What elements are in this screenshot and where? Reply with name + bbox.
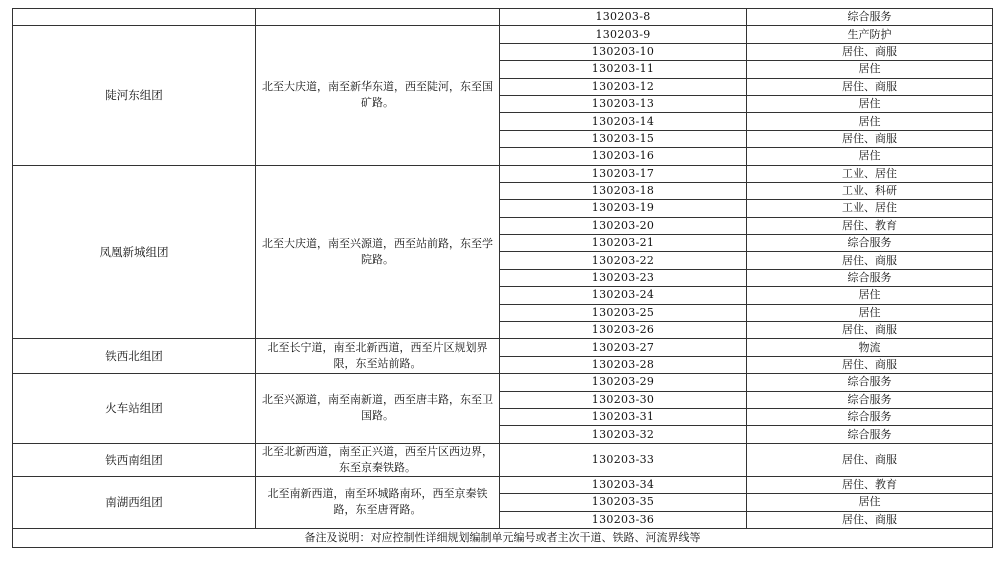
unit-code-cell: 130203-36 (500, 511, 747, 528)
land-use-cell: 居住、商服 (747, 252, 993, 269)
group-name-cell (13, 9, 256, 26)
unit-code-cell: 130203-23 (500, 269, 747, 286)
group-boundary-cell: 北至北新西道，南至正兴道，西至片区西边界，东至京秦铁路。 (256, 443, 500, 476)
land-use-cell: 居住、商服 (747, 78, 993, 95)
table-row (13, 9, 993, 26)
land-use-cell: 居住、商服 (747, 443, 993, 476)
unit-code-cell: 130203-28 (500, 356, 747, 373)
unit-code-cell: 130203-18 (500, 182, 747, 199)
group-name-cell: 南湖西组团 (13, 476, 256, 528)
unit-code-cell: 130203-35 (500, 494, 747, 511)
group-name-cell: 铁西北组团 (13, 339, 256, 374)
unit-code-cell: 130203-11 (500, 61, 747, 78)
table-body (13, 9, 993, 529)
land-use-cell: 居住 (747, 95, 993, 112)
group-boundary-cell: 北至大庆道，南至新华东道，西至陡河，东至国矿路。 (256, 26, 500, 165)
land-use-cell: 综合服务 (747, 235, 993, 252)
land-use-cell: 居住 (747, 61, 993, 78)
unit-code-cell: 130203-33 (500, 443, 747, 476)
unit-code-cell: 130203-24 (500, 287, 747, 304)
group-name-cell: 陡河东组团 (13, 26, 256, 165)
land-use-cell: 居住 (747, 287, 993, 304)
group-boundary-cell: 北至长宁道，南至北新西道，西至片区规划界限，东至站前路。 (256, 339, 500, 374)
land-use-cell: 综合服务 (747, 374, 993, 391)
planning-unit-table (12, 8, 993, 548)
land-use-cell: 综合服务 (747, 426, 993, 443)
land-use-cell: 居住、教育 (747, 217, 993, 234)
table-row (13, 476, 993, 493)
group-boundary-cell (256, 9, 500, 26)
land-use-cell: 综合服务 (747, 9, 993, 26)
unit-code-cell: 130203-32 (500, 426, 747, 443)
land-use-cell: 生产防护 (747, 26, 993, 43)
unit-code-cell: 130203-16 (500, 148, 747, 165)
land-use-cell: 综合服务 (747, 391, 993, 408)
land-use-cell: 居住 (747, 304, 993, 321)
group-name-cell: 铁西南组团 (13, 443, 256, 476)
unit-code-cell: 130203-13 (500, 95, 747, 112)
unit-code-cell: 130203-14 (500, 113, 747, 130)
land-use-cell: 居住、商服 (747, 511, 993, 528)
unit-code-cell: 130203-19 (500, 200, 747, 217)
unit-code-cell: 130203-20 (500, 217, 747, 234)
land-use-cell: 居住、商服 (747, 356, 993, 373)
land-use-cell: 居住、商服 (747, 130, 993, 147)
unit-code-cell: 130203-29 (500, 374, 747, 391)
land-use-cell: 居住、商服 (747, 322, 993, 339)
group-boundary-cell: 北至南新西道，南至环城路南环，西至京秦铁路，东至唐胥路。 (256, 476, 500, 528)
unit-code-cell: 130203-9 (500, 26, 747, 43)
table-row (13, 26, 993, 43)
unit-code-cell: 130203-27 (500, 339, 747, 356)
unit-code-cell: 130203-34 (500, 476, 747, 493)
unit-code-cell: 130203-12 (500, 78, 747, 95)
land-use-cell: 综合服务 (747, 408, 993, 425)
group-name-cell: 凤凰新城组团 (13, 165, 256, 339)
land-use-cell: 居住 (747, 494, 993, 511)
unit-code-cell: 130203-10 (500, 43, 747, 60)
land-use-cell: 居住 (747, 113, 993, 130)
group-boundary-cell: 北至兴源道，南至南新道，西至唐丰路，东至卫国路。 (256, 374, 500, 444)
land-use-cell: 工业、居住 (747, 200, 993, 217)
land-use-cell: 工业、居住 (747, 165, 993, 182)
table-row (13, 443, 993, 476)
unit-code-cell: 130203-8 (500, 9, 747, 26)
land-use-cell: 物流 (747, 339, 993, 356)
table-note: 备注及说明：对应控制性详细规划编制单元编号或者主次干道、铁路、河流界线等 (13, 528, 993, 547)
table-row (13, 339, 993, 356)
group-name-cell: 火车站组团 (13, 374, 256, 444)
unit-code-cell: 130203-22 (500, 252, 747, 269)
unit-code-cell: 130203-30 (500, 391, 747, 408)
land-use-cell: 居住、商服 (747, 43, 993, 60)
land-use-cell: 综合服务 (747, 269, 993, 286)
land-use-cell: 工业、科研 (747, 182, 993, 199)
unit-code-cell: 130203-21 (500, 235, 747, 252)
unit-code-cell: 130203-31 (500, 408, 747, 425)
land-use-cell: 居住 (747, 148, 993, 165)
table-row (13, 165, 993, 182)
table-row (13, 374, 993, 391)
unit-code-cell: 130203-26 (500, 322, 747, 339)
note-row (13, 528, 993, 547)
group-boundary-cell: 北至大庆道，南至兴源道，西至站前路，东至学院路。 (256, 165, 500, 339)
unit-code-cell: 130203-25 (500, 304, 747, 321)
unit-code-cell: 130203-17 (500, 165, 747, 182)
land-use-cell: 居住、教育 (747, 476, 993, 493)
unit-code-cell: 130203-15 (500, 130, 747, 147)
